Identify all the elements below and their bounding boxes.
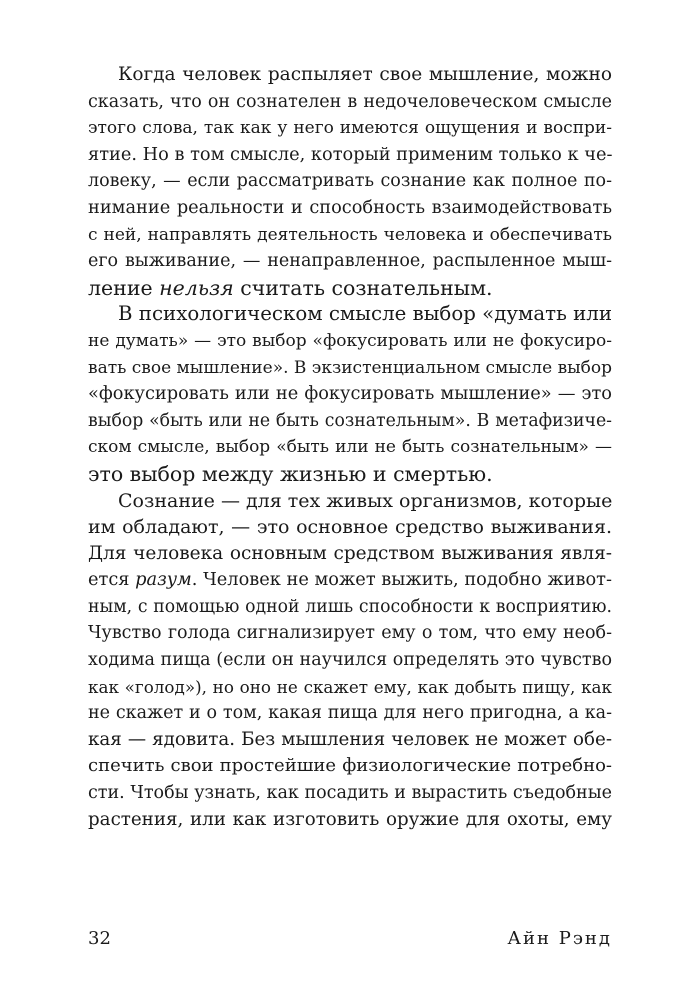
- text-line: ятие. Но в том смысле, который применим только к че-: [88, 144, 613, 165]
- text-line: ловеку, — если рассматривать сознание как полное по-: [88, 171, 612, 192]
- running-author: Айн Рэнд: [507, 928, 612, 949]
- text-line: этого слова, так как у него имеются ощущения и воспри-: [88, 118, 612, 139]
- text-segment: считать сознательным.: [233, 275, 493, 300]
- text-line: не думать» — это выбор «фокусировать или не фокусиро-: [88, 330, 612, 351]
- text-line: не скажет и о том, какая пища для него пригодна, а ка-: [88, 703, 612, 724]
- text-segment: ется: [88, 570, 136, 591]
- text-line: кая — ядовита. Без мышления человек не может обе-: [88, 728, 612, 750]
- text-line: с ней, направлять деятельность человека и обеспечивать: [88, 224, 612, 245]
- text-line: ходима пища (если он научился определять это чувство: [88, 650, 612, 671]
- text-line: сказать, что он сознателен в недочеловеческом смысле: [88, 91, 612, 112]
- text-line: вать свое мышление». В экзистенциальном смысле выбор: [88, 357, 613, 378]
- text-line: ском смысле, выбор «быть или не быть сознательным» —: [88, 437, 612, 458]
- text-line: сти. Чтобы узнать, как посадить и вырастить съедобные: [88, 783, 612, 804]
- paragraph-2: [88, 301, 612, 487]
- text-line: растения, или как изготовить оружие для охоты, ему: [88, 808, 612, 830]
- text-line: Для человека основным средством выживания явля-: [88, 542, 612, 564]
- body-text: [88, 62, 612, 833]
- text-line: «фокусировать или не фокусировать мышление» — это: [88, 384, 612, 405]
- text-line: В психологическом смысле выбор «думать или: [118, 302, 612, 326]
- text-line: [88, 275, 612, 302]
- text-line: Когда человек распыляет свое мышление, можно: [118, 64, 612, 85]
- text-line: им обладают, — это основное средство выживания.: [88, 516, 612, 539]
- text-line: как «голод»), но оно не скажет ему, как добыть пищу, как: [88, 676, 612, 697]
- text-segment: ление: [88, 275, 160, 300]
- text-line: ным, с помощью одной лишь способности к восприятию.: [88, 596, 612, 617]
- text-line: Сознание — для тех живых организмов, которые: [118, 489, 613, 512]
- text-line: [88, 567, 612, 594]
- italic-word: нельзя: [159, 275, 234, 300]
- text-line: выбор «быть или не быть сознательным». В метафизиче-: [88, 410, 612, 431]
- text-line: спечить свои простейшие физиологические потребно-: [88, 755, 612, 777]
- page-number: 32: [88, 928, 111, 949]
- text-line: Чувство голода сигнализирует ему о том, что ему необ-: [88, 623, 612, 644]
- paragraph-1: [88, 62, 612, 301]
- paragraph-3: [88, 488, 612, 834]
- text-segment: . Человек не может выжить, подобно живот-: [191, 570, 612, 591]
- italic-word: разум: [135, 570, 192, 591]
- page-footer: [88, 928, 612, 952]
- text-line: нимание реальности и способность взаимодействовать: [88, 197, 612, 218]
- text-line: его выживание, — ненаправленное, распыленное мыш-: [88, 251, 612, 272]
- text-line: это выбор между жизнью и смертью.: [88, 461, 493, 486]
